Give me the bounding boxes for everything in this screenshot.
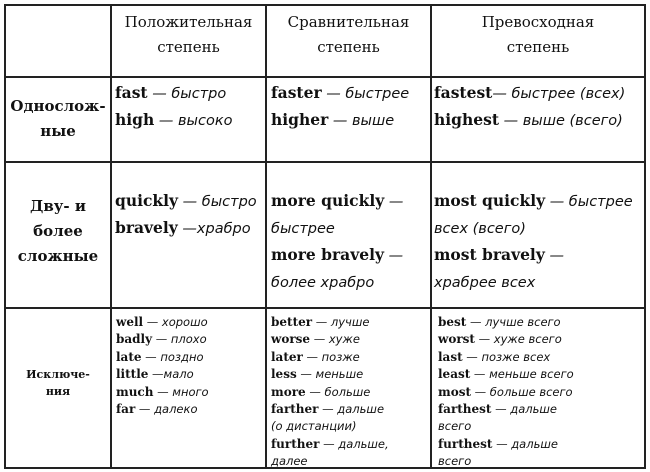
entry-line (271, 188, 403, 215)
russian-translation: — хуже всего (474, 332, 562, 347)
entry-line (116, 384, 209, 401)
english-form: farther (271, 402, 319, 417)
english-form: well (116, 315, 144, 329)
header-positive: Положительная степень (124, 13, 253, 56)
russian-translation: — позже всех (462, 349, 551, 364)
russian-translation: — выше (всего) (499, 113, 623, 129)
russian-translation: — меньше всего (470, 367, 574, 382)
russian-translation: всего (438, 454, 472, 469)
english-form: much (116, 384, 154, 399)
english-form: less (271, 367, 297, 382)
cell-exceptions-comparative (271, 314, 389, 471)
english-form: most bravely (434, 245, 545, 264)
header-comparative: Сравнительная степень (287, 13, 410, 56)
entry-line (434, 269, 633, 296)
cell-multi-syllable-comparative (271, 188, 403, 296)
english-form: far (116, 402, 136, 417)
english-form: late (116, 349, 142, 364)
entry-line (116, 401, 209, 418)
entry-line (438, 436, 574, 453)
cell-multi-syllable-positive (115, 188, 257, 242)
row-divider (6, 307, 644, 309)
cell-multi-syllable-superlative (434, 188, 633, 296)
russian-translation: — хорошо (143, 315, 208, 329)
english-form: higher (271, 110, 329, 129)
russian-translation: — (544, 248, 564, 264)
entry-line (271, 384, 389, 401)
english-form: more bravely (271, 245, 384, 264)
entry-line (115, 107, 232, 134)
russian-translation: — дальше (491, 402, 558, 417)
english-form: more (271, 384, 306, 399)
english-form: more quickly (271, 191, 385, 210)
english-form: furthest (438, 436, 493, 451)
entry-line (434, 215, 633, 242)
russian-translation: — лучше (312, 315, 370, 329)
entry-line (271, 80, 409, 107)
english-form: farthest (438, 402, 492, 417)
russian-translation: всех (всего) (434, 221, 526, 237)
cell-exceptions-positive (116, 314, 209, 418)
row-label-one-syllable: Однослож- ные (10, 97, 106, 140)
english-form: high (115, 110, 155, 129)
entry-line (116, 349, 209, 366)
entry-line (271, 107, 409, 134)
entry-line (438, 314, 574, 331)
russian-translation: далее (271, 454, 308, 469)
russian-translation: более храбро (271, 275, 375, 291)
row-divider (6, 76, 644, 78)
russian-translation: — высоко (154, 113, 233, 129)
english-form: least (438, 367, 471, 382)
entry-line (438, 331, 574, 348)
entry-line (271, 314, 389, 331)
english-form: badly (116, 332, 153, 347)
russian-translation: — поздно (141, 349, 204, 364)
russian-translation: — плохо (152, 332, 207, 347)
english-form: most (438, 384, 471, 399)
russian-translation: — быстрее (545, 194, 633, 210)
cell-one-syllable-comparative (271, 80, 409, 134)
row-label-multi-syllable: Дву- и более сложные (17, 197, 99, 265)
russian-translation: храбрее всех (434, 275, 536, 291)
russian-translation: — позже (302, 349, 360, 364)
russian-translation: — больше (305, 384, 371, 399)
entry-line (271, 366, 389, 383)
russian-translation: быстрее (271, 221, 335, 237)
entry-line (271, 436, 389, 453)
entry-line (271, 418, 389, 435)
russian-translation: —мало (148, 367, 194, 382)
russian-translation: — быстро (147, 86, 227, 102)
english-form: fast (115, 83, 148, 102)
entry-line (434, 80, 625, 107)
russian-translation: — дальше (492, 436, 558, 451)
english-form: faster (271, 83, 322, 102)
russian-translation: — много (153, 384, 209, 399)
entry-line (271, 453, 389, 470)
english-form: most quickly (434, 191, 546, 210)
russian-translation: — далеко (135, 402, 198, 417)
entry-line (434, 107, 625, 134)
entry-line (271, 331, 389, 348)
entry-line (438, 384, 574, 401)
russian-translation: — меньше (296, 367, 364, 382)
english-form: highest (434, 110, 500, 129)
russian-translation: — быстрее (321, 86, 410, 102)
entry-line (271, 401, 389, 418)
russian-translation: — хуже (310, 332, 360, 347)
russian-translation: всего (438, 419, 472, 434)
degrees-of-comparison-table (4, 4, 646, 469)
russian-translation: — (384, 194, 404, 210)
english-form: worst (438, 332, 475, 347)
russian-translation: (о дистанции) (271, 419, 357, 434)
entry-line (438, 401, 574, 418)
entry-line (116, 366, 209, 383)
entry-line (116, 314, 209, 331)
entry-line (271, 242, 403, 269)
english-form: worse (271, 332, 311, 347)
english-form: bravely (115, 218, 178, 237)
russian-translation: — быстро (178, 194, 257, 210)
entry-line (115, 215, 257, 242)
cell-one-syllable-superlative (434, 80, 625, 134)
russian-translation: — (383, 248, 404, 264)
entry-line (434, 188, 633, 215)
entry-line (271, 269, 403, 296)
russian-translation: — дальше, (319, 436, 389, 451)
entry-line (115, 80, 232, 107)
russian-translation: — быстрее (всех) (492, 86, 626, 102)
row-divider (6, 161, 644, 163)
entry-line (438, 453, 574, 470)
entry-line (438, 349, 574, 366)
english-form: best (438, 315, 467, 329)
english-form: later (271, 349, 303, 364)
header-superlative: Превосходная степень (481, 13, 595, 56)
english-form: further (271, 436, 320, 451)
entry-line (438, 418, 574, 435)
cell-one-syllable-positive (115, 80, 232, 134)
russian-translation: — больше всего (471, 384, 573, 399)
row-label-exceptions: Исключе- ния (26, 368, 90, 398)
entry-line (116, 331, 209, 348)
english-form: quickly (115, 191, 179, 210)
english-form: better (271, 315, 313, 329)
russian-translation: — лучше всего (466, 315, 561, 329)
russian-translation: — выше (328, 113, 395, 129)
english-form: fastest (434, 83, 493, 102)
entry-line (271, 215, 403, 242)
english-form: little (116, 367, 149, 382)
english-form: last (438, 349, 463, 364)
russian-translation: —храбро (177, 221, 251, 237)
entry-line (438, 366, 574, 383)
entry-line (115, 188, 257, 215)
entry-line (271, 349, 389, 366)
entry-line (434, 242, 633, 269)
russian-translation: — дальше (318, 402, 385, 417)
cell-exceptions-superlative (438, 314, 574, 471)
